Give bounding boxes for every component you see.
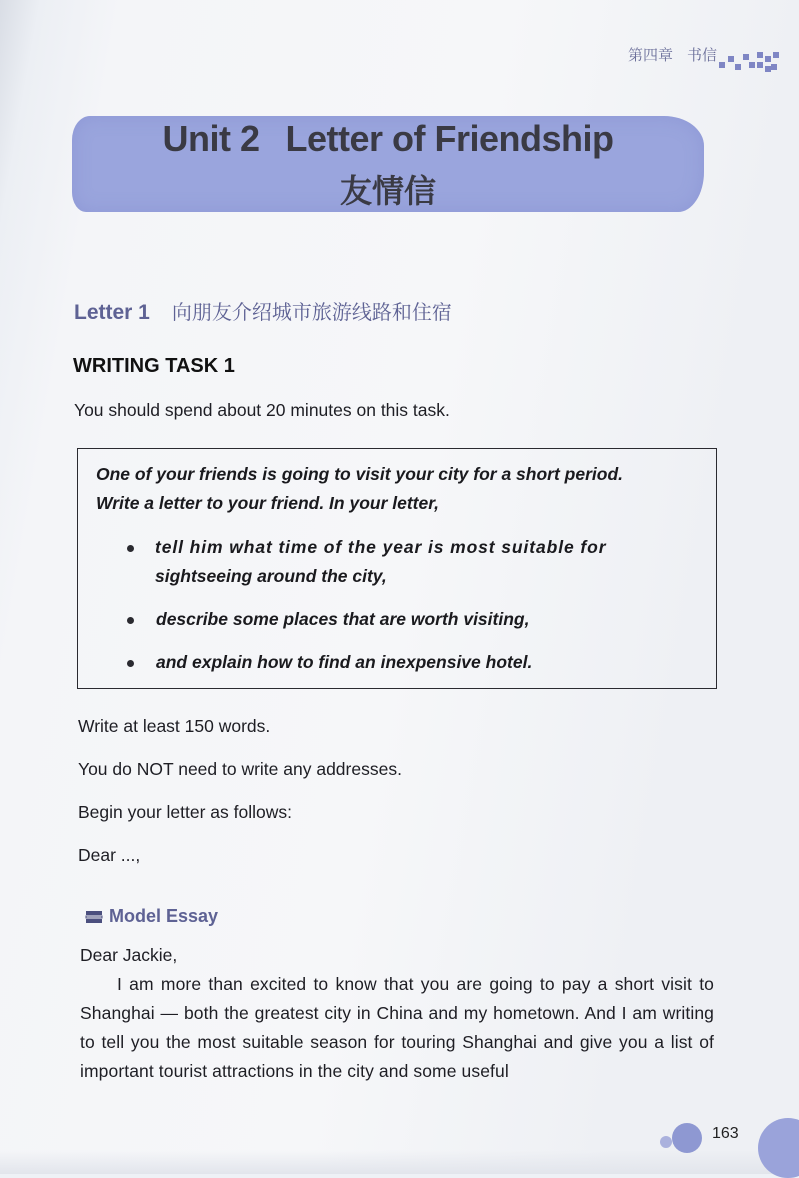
bullet-dot — [127, 545, 134, 552]
book-icon — [85, 910, 103, 924]
prompt-bullet-3: and explain how to find an inexpensive hotel. — [156, 652, 533, 672]
letter-subtitle-chinese: 向朋友介绍城市旅游线路和住宿 — [171, 300, 452, 324]
essay-salutation: Dear Jackie, — [80, 945, 178, 965]
prompt-bullet-2: describe some places that are worth visiting, — [156, 609, 530, 629]
chapter-label: 第四章 — [627, 46, 673, 64]
instruction-dear: Dear ..., — [78, 845, 141, 865]
header-pixel-decoration — [719, 52, 781, 74]
section-label: 书信 — [686, 46, 717, 64]
page-bottom-shade — [0, 1150, 799, 1174]
time-note: You should spend about 20 minutes on this task. — [74, 400, 450, 420]
decorative-dot-small — [660, 1136, 672, 1148]
bullet-dot — [127, 617, 134, 624]
prompt-bullet-1-line-1: tell him what time of the year is most suitable for — [155, 537, 607, 557]
decorative-dot — [672, 1123, 702, 1153]
prompt-line-1: One of your friends is going to visit your city for a short period. — [96, 464, 623, 484]
unit-name: Letter of Friendship — [285, 118, 614, 159]
running-header — [628, 44, 717, 65]
page-number: 163 — [712, 1125, 739, 1142]
instruction-word-count: Write at least 150 words. — [78, 716, 271, 736]
model-essay-heading: Model Essay — [109, 906, 219, 926]
prompt-bullet-1-line-2: sightseeing around the city, — [155, 566, 387, 586]
instruction-addresses: You do NOT need to write any addresses. — [78, 759, 402, 779]
prompt-line-2: Write a letter to your friend. In your letter, — [96, 493, 439, 513]
writing-task-title: WRITING TASK 1 — [73, 355, 235, 377]
letter-heading — [74, 296, 452, 325]
letter-label: Letter 1 — [74, 301, 150, 324]
unit-title — [72, 118, 704, 160]
unit-title-chinese: 友情信 — [339, 172, 436, 210]
essay-paragraph: I am more than excited to know that you are going to pay a short visit to Shanghai — both the greatest city in China and my hometown. And I am writing to tell you the most suitable season for touring Shanghai and give you a list of important tourist attractions in the city and some useful — [80, 974, 714, 1081]
bullet-dot — [127, 660, 134, 667]
unit-number: Unit 2 — [162, 118, 260, 159]
instruction-begin: Begin your letter as follows: — [78, 802, 292, 822]
